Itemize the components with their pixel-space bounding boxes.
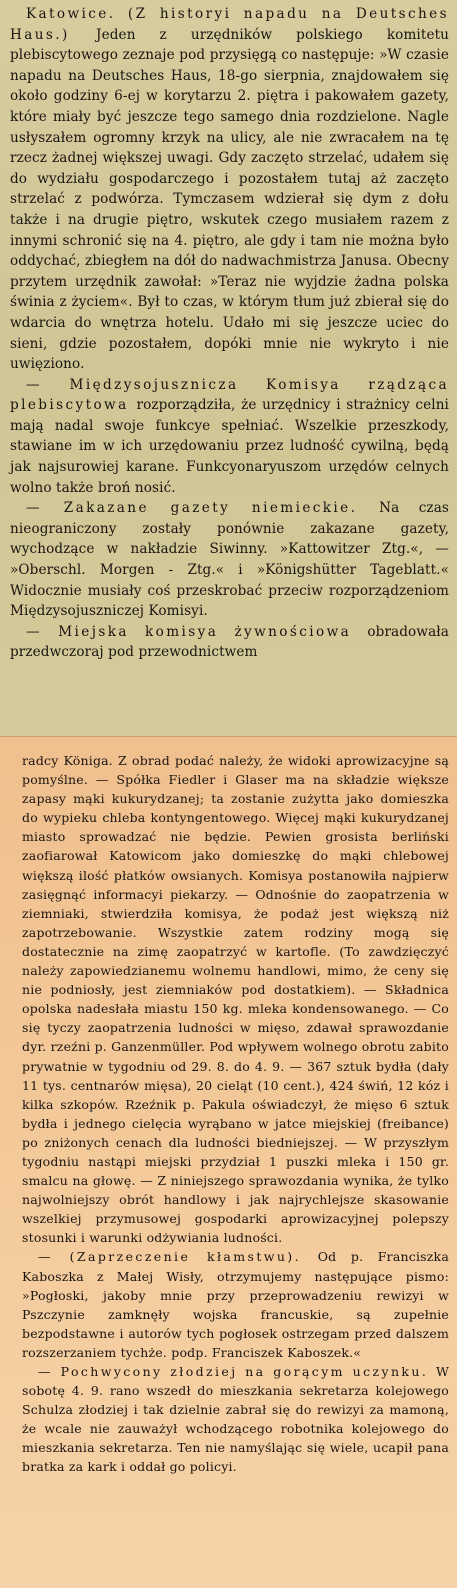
article-body: Jeden z urzędników polskiego komitetu plebiscytowego zeznaje pod przysięgą co następuje: »W czasie napadu na Deutsches Haus, 18-go sierpnia, znajdowałem się około godziny 6-ej w korytarzu 2. piętra i pakowałem gazety, które miały być jeszcze tego samego dnia rozdzielone. Nagle usłyszałem ogromny krzyk na ulicy, ale nie zwracałem na tę rzecz żadnej większej uwagi. Gdy zaczęto strzelać, udałem się do wydziału gospodarczego i pozostałem tutaj aż zaczęto strzelać z podwórza. Tymczasem wdzierał się dym z dołu także i na drugie piętro, wskutek czego musiałem razem z innymi schronić się na 4. piętro, ale gdy i tam nie można było oddychać, zbiegłem na dół do nadwachmistrza Janusa. Obecny przytem urzędnik zawołał: »Teraz nie wyjdzie żadna polska świnia z życiem«. Był to czas, w którym tłum już zbierał się do wdarcia do wnętrza hotelu. Udało mi się jeszcze uciec do sieni, gdzie pozostałem, dopóki mnie nie wykryto i nie uwięziono. [10, 26, 450, 373]
article-body: W sobotę 4. 9. rano wszedł do mieszkania sekretarza kolejowego Schulza złodziej i tak dzielnie zabrał się do rewizyi za mamoną, że wcale nie zauważył wchodzącego robotnika kolejowego do mieszkania sekretarza. Ten nie namyślając się wiele, ucapił pana bratka za kark i oddał go policyi. [22, 1364, 449, 1475]
article-heading: — Pochwycony złodziej na gorącym uczynku. [38, 1364, 436, 1379]
article-heading: — Miejska komisya żywnościowa [26, 623, 368, 640]
article-zaprzeczenie [22, 1247, 449, 1362]
article-body: radcy Königa. Z obrad podać należy, że widoki aprowizacyjne są pomyślne. — Spółka Fiedler i Glaser ma na składzie większe zapasy mąki kukurydzanej; ta zostanie zużytta jako domieszka do wypieku chleba kontyngentowego. Więcej mąki kukurydzanej miasto sprowadzać nie będzie. Pewien grosista berliński zaofiarował Katowicom jako domieszkę do mąki chlebowej większą ilość płatków owsianych. Komisya postanowiła najpierw zasięgnąć informacyi piekarzy. — Odnośnie do zaopatrzenia w ziemniaki, stwierdziła komisya, że podaż jest większą niż zapotrzebowanie. Wszystkie zatem rodziny mogą się dostatecznie na zimę zaopatrzyć w kartofle. (To zawdzięczyć należy zapowiedzianemu wolnemu handlowi, mimo, że ceny się nie podniosły, jest ziemniaków pod dostatkiem). — Składnica opolska nadesłała miastu 150 kg. mleka kondensowanego. — Co się tyczy zaopatrzenia ludności w mięso, zdawał sprawozdanie dyr. rzeźni p. Ganzenmüller. Pod wpływem wolnego obrotu zabito prywatnie w tygodniu od 29. 8. do 4. 9. — 367 sztuk bydła (dały 11 tys. centnarów mięsa), 20 cieląt (10 cent.), 424 świń, 12 kóz i kilka szkopów. Rzeźnik p. Pakula oświadczył, że mięso 6 sztuk bydła i jednego cielęcia wyrąbano w jatce miejskiej (freibance) po zniżonych cenach dla ludności biedniejszej. — W przyszłym tygodniu nastąpi miejski przydział 1 puszki mleka i 150 gr. smalcu na głowę. — Z niniejszego sprawozdania wynika, że tylko najwolniejszy obrót handlowy i jak najrychlejsze skasowanie wszelkiej przymusowej gospodarki aprowizacyjnej polepszy stosunki i warunki odżywiania ludności. [22, 753, 449, 1246]
article-body: obradowała przedwczoraj pod przewodnictwem [10, 623, 449, 661]
article-heading: — Zakazane gazety niemieckie. [26, 500, 380, 517]
article-heading: — Międzysojusznicza Komisya rządząca plebiscytowa [10, 376, 449, 414]
article-komisya [10, 375, 449, 499]
newspaper-clipping-top [0, 0, 457, 736]
article-body: rozporządziła, że urzędnicy i strażnicy celni mają nadal swoje funkcye spełniać. Wszelkie przeszkody, stawiane im w ich urzędowaniu przez ludność cywilną, będą jak najsurowiej karane. Funkcyonaryuszom urzędów celnych wolno także broń nosić. [10, 397, 449, 496]
article-zlodziej [22, 1362, 449, 1477]
article-heading: Katowice. (Z historyi napadu na Deutsches Haus.) [10, 6, 449, 43]
newspaper-clipping-bottom [0, 736, 457, 1588]
article-deutsches-haus [10, 4, 449, 375]
article-heading: — (Zaprzeczenie kłamstwu). [38, 1249, 318, 1265]
article-body: Na czas nieograniczony zostały ponównie zakazane gazety, wychodzące w nakładzie Siwinny. »Kattowitzer Ztg.«, — »Oberschl. Morgen - Ztg.« i »Königshütter Tageblatt.« Widocznie musiały coś przeskrobać przeciw rozporządzeniom Międzysojuszniczej Komisyi. [10, 500, 449, 620]
article-zakazane-gazety [10, 498, 449, 622]
article-komisya-zywnosciowa [10, 622, 449, 663]
article-komisya-continued [22, 751, 449, 1247]
article-body: Od p. Franciszka Kaboszka z Małej Wisły, otrzymujemy następujące pismo: »Pogłoski, jakoby mnie przy przeprowadzeniu rewizyi w Pszczynie zamknęły wojska francuskie, są zupełnie bezpodstawne i autorów tych pogłosek ostrzegam przed dalszem rozszerzaniem tychże. podp. Franciszek Kaboszek.« [22, 1249, 449, 1360]
